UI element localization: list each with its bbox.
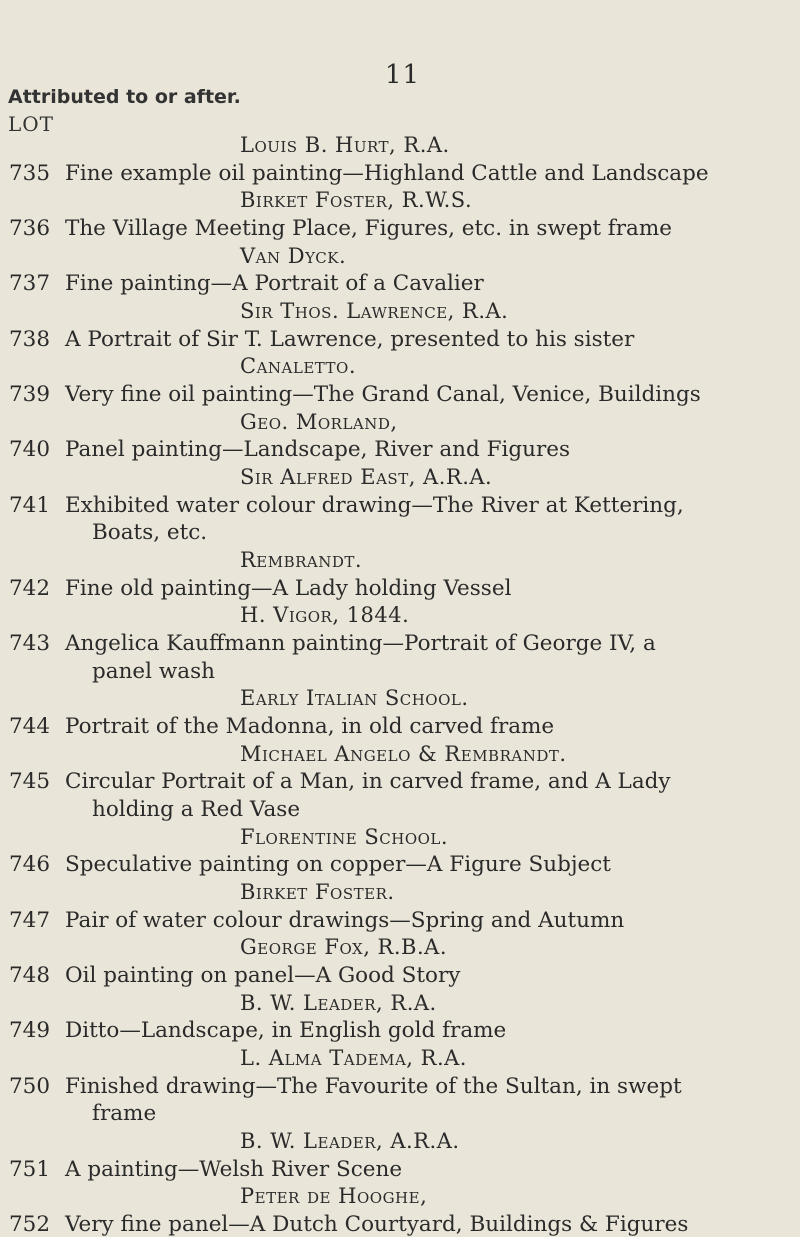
lot-description: panel wash bbox=[92, 659, 215, 684]
lot-number: 752 bbox=[9, 1212, 51, 1237]
artist-heading: Michael Angelo & Rembrandt. bbox=[240, 742, 567, 766]
artist-heading: L. Alma Tadema, R.A. bbox=[240, 1046, 467, 1070]
artist-heading: Rembrandt. bbox=[240, 548, 363, 572]
lot-number: 751 bbox=[9, 1157, 51, 1182]
lot-description: Pair of water colour drawings—Spring and Autumn bbox=[65, 908, 625, 933]
lot-description: Very fine panel—A Dutch Courtyard, Buildings & Figures bbox=[65, 1212, 689, 1237]
artist-heading: George Fox, R.B.A. bbox=[240, 935, 447, 959]
lot-number: 738 bbox=[9, 327, 51, 352]
lot-description: The Village Meeting Place, Figures, etc. in swept frame bbox=[65, 216, 672, 241]
attribution-heading: Attributed to or after. bbox=[8, 86, 241, 108]
lot-description: Oil painting on panel—A Good Story bbox=[65, 963, 461, 988]
lot-number: 750 bbox=[9, 1074, 51, 1099]
lot-number: 744 bbox=[9, 714, 51, 739]
lot-number: 742 bbox=[9, 576, 51, 601]
lot-description: A painting—Welsh River Scene bbox=[65, 1157, 403, 1182]
artist-heading: Sir Alfred East, A.R.A. bbox=[240, 465, 493, 489]
lot-description: Portrait of the Madonna, in old carved frame bbox=[65, 714, 555, 739]
lot-number: 739 bbox=[9, 382, 51, 407]
lot-description: Angelica Kauffmann painting—Portrait of George IV, a bbox=[65, 631, 656, 656]
lot-description: A Portrait of Sir T. Lawrence, presented to his sister bbox=[65, 327, 635, 352]
lot-description: Speculative painting on copper—A Figure Subject bbox=[65, 852, 611, 877]
lot-description: Panel painting—Landscape, River and Figures bbox=[65, 437, 571, 462]
artist-heading: Birket Foster, R.W.S. bbox=[240, 188, 473, 212]
lot-number: 741 bbox=[9, 493, 51, 518]
artist-heading: Peter de Hooghe, bbox=[240, 1184, 428, 1208]
lot-description: Fine example oil painting—Highland Cattle and Landscape bbox=[65, 161, 709, 186]
lot-number: 747 bbox=[9, 908, 51, 933]
lot-number: 737 bbox=[9, 271, 51, 296]
lot-description: Fine painting—A Portrait of a Cavalier bbox=[65, 271, 484, 296]
lot-description: holding a Red Vase bbox=[92, 797, 301, 822]
lot-description: Ditto—Landscape, in English gold frame bbox=[65, 1018, 507, 1043]
lot-number: 735 bbox=[9, 161, 51, 186]
lot-column-heading: LOT bbox=[8, 112, 55, 136]
artist-heading: Florentine School. bbox=[240, 825, 449, 849]
lot-description: Finished drawing—The Favourite of the Sultan, in swept bbox=[65, 1074, 682, 1099]
lot-description: Circular Portrait of a Man, in carved frame, and A Lady bbox=[65, 769, 671, 794]
artist-heading: B. W. Leader, R.A. bbox=[240, 991, 437, 1015]
artist-heading: Louis B. Hurt, R.A. bbox=[240, 133, 450, 157]
artist-heading: H. Vigor, 1844. bbox=[240, 603, 410, 627]
lot-number: 748 bbox=[9, 963, 51, 988]
artist-heading: Canaletto. bbox=[240, 354, 357, 378]
lot-number: 749 bbox=[9, 1018, 51, 1043]
artist-heading: Birket Foster. bbox=[240, 880, 395, 904]
lot-number: 736 bbox=[9, 216, 51, 241]
lot-number: 740 bbox=[9, 437, 51, 462]
lot-number: 746 bbox=[9, 852, 51, 877]
page-number: 11 bbox=[385, 60, 421, 90]
lot-description: Fine old painting—A Lady holding Vessel bbox=[65, 576, 512, 601]
lot-number: 743 bbox=[9, 631, 51, 656]
lot-description: Very fine oil painting—The Grand Canal, Venice, Buildings bbox=[65, 382, 701, 407]
artist-heading: Early Italian School. bbox=[240, 686, 469, 710]
artist-heading: B. W. Leader, A.R.A. bbox=[240, 1129, 460, 1153]
lot-description: Boats, etc. bbox=[92, 520, 208, 545]
artist-heading: Geo. Morland, bbox=[240, 410, 398, 434]
lot-number: 745 bbox=[9, 769, 51, 794]
lot-description: Exhibited water colour drawing—The River at Kettering, bbox=[65, 493, 684, 518]
artist-heading: Van Dyck. bbox=[240, 244, 347, 268]
lot-description: frame bbox=[92, 1101, 157, 1126]
artist-heading: Sir Thos. Lawrence, R.A. bbox=[240, 299, 509, 323]
